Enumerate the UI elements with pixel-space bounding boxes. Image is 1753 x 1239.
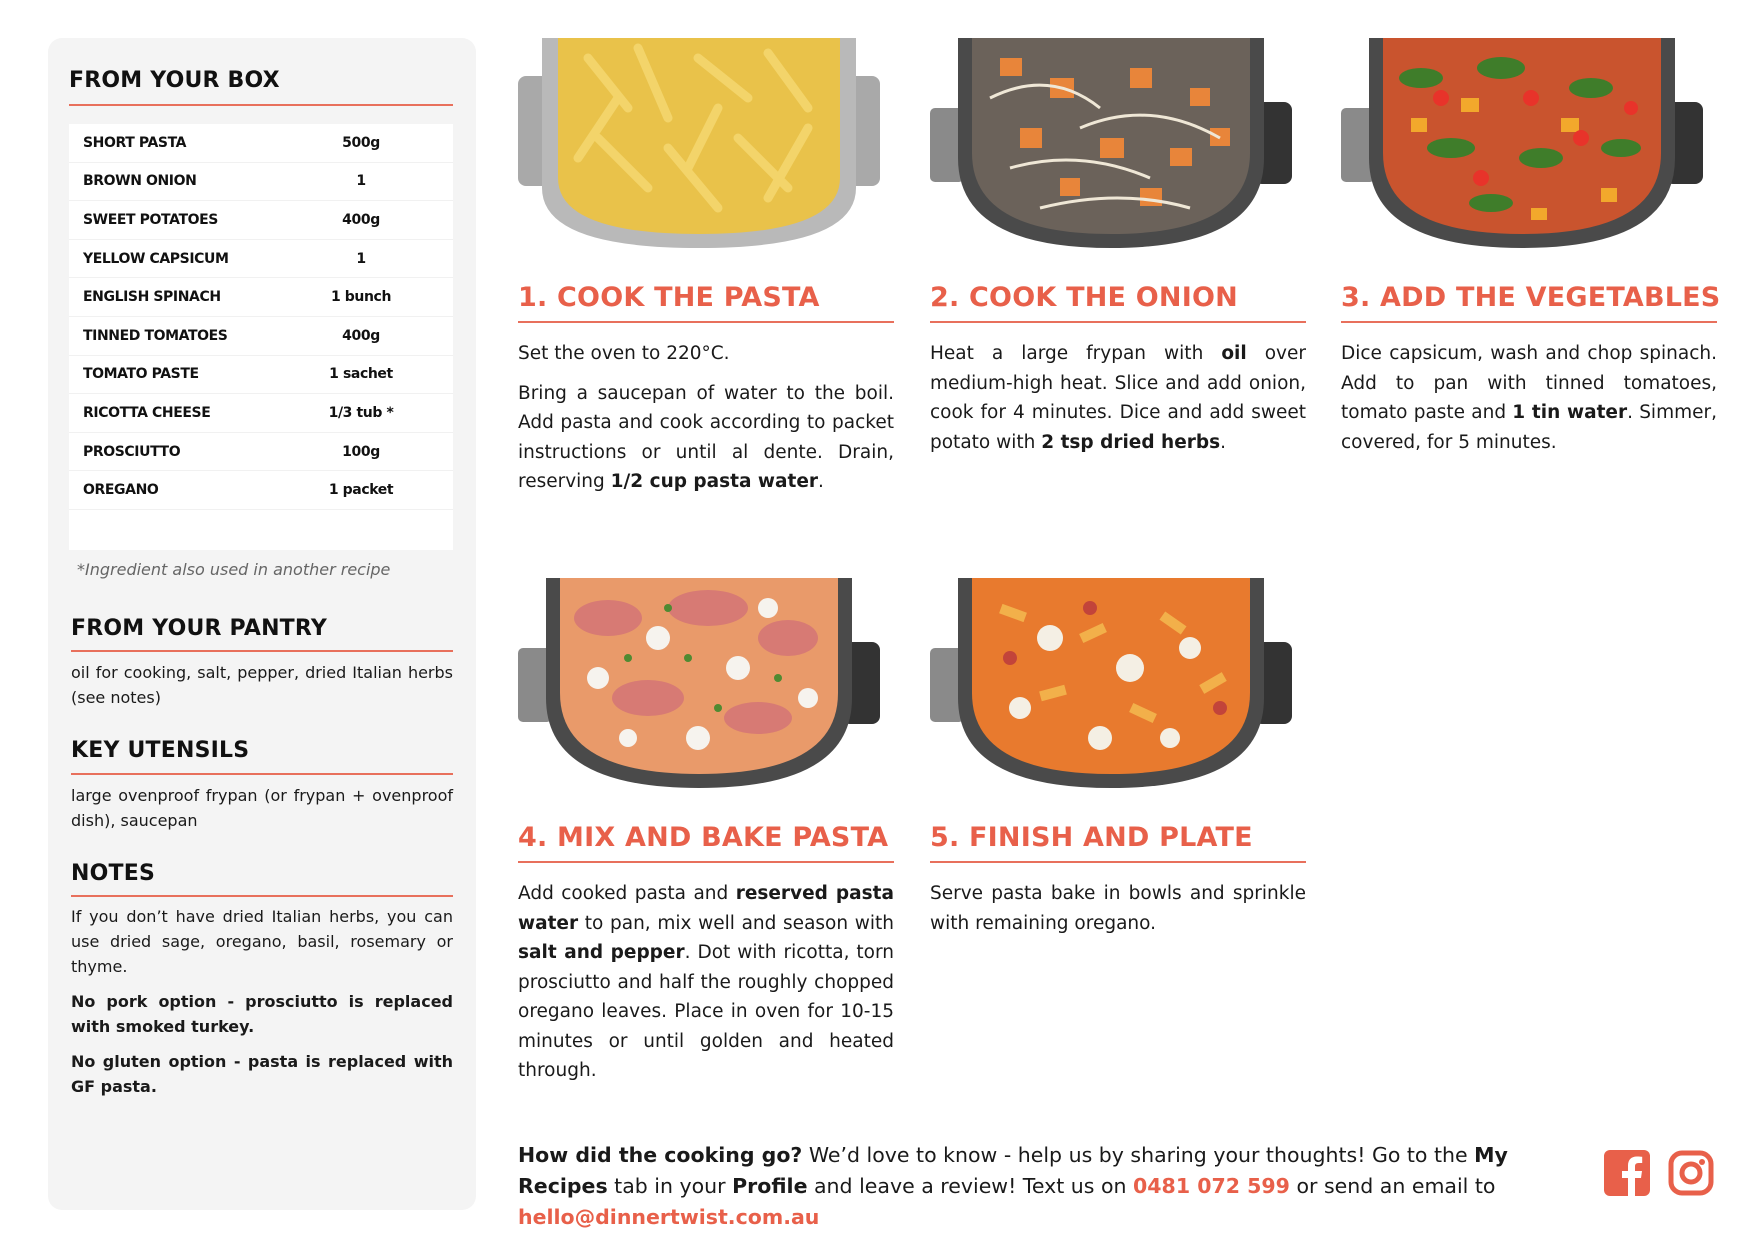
step-1-text-2: Bring a saucepan of water to the boil. Add pasta and cook according to packet instructions or until al dente. Drain, reserving 1/2 cup pasta water. (518, 382, 894, 492)
ingredient-row (69, 201, 453, 240)
ingredient-name: PROSCIUTTO (83, 443, 181, 460)
step-4-body (518, 879, 894, 1086)
ingredient-row (69, 124, 453, 163)
ingredient-name: SHORT PASTA (83, 134, 187, 151)
step-3 (1341, 38, 1721, 457)
ingredient-qty: 1 (356, 250, 366, 267)
divider (518, 861, 894, 863)
divider (930, 321, 1306, 323)
ingredient-row (69, 278, 453, 317)
ingredient-footnote: *Ingredient also used in another recipe (77, 560, 391, 579)
facebook-icon[interactable] (1604, 1150, 1650, 1196)
ingredient-qty: 1 sachet (329, 366, 393, 383)
step-5-body (930, 879, 1306, 938)
divider (69, 104, 453, 106)
feedback-message: How did the cooking go? We’d love to know - help us by sharing your thoughts! Go to the My Recipes tab in your Profile and leave a review! Text us on 0481 072 599 or send an email to hello@dinnertwist.com.au (518, 1143, 1508, 1229)
no-gluten-option: No gluten option - pasta is replaced with GF pasta. (71, 1052, 453, 1096)
step-1-photo (518, 38, 880, 248)
ingredients-table (69, 124, 453, 550)
divider (518, 321, 894, 323)
ingredient-row (69, 471, 453, 510)
ingredient-qty: 1/3 tub * (328, 404, 394, 421)
divider (71, 895, 453, 897)
no-pork-option: No pork option - prosciutto is replaced with smoked turkey. (71, 992, 453, 1036)
ingredient-name: BROWN ONION (83, 173, 197, 190)
step-1-body (518, 339, 894, 497)
step-3-text: Dice capsicum, wash and chop spinach. Add to pan with tinned tomatoes, tomato paste and 1 tin water. Simmer, covered, for 5 minutes. (1341, 343, 1717, 453)
step-5 (930, 578, 1306, 938)
notes-text: If you don’t have dried Italian herbs, you can use dried sage, oregano, basil, rosemary or thyme. (71, 907, 453, 976)
ingredient-name: RICOTTA CHEESE (83, 404, 211, 421)
from-your-box-title: FROM YOUR BOX (69, 68, 280, 93)
divider (930, 861, 1306, 863)
ingredient-row (69, 394, 453, 433)
step-4-title: 4. MIX AND BAKE PASTA (518, 822, 889, 853)
pantry-title: FROM YOUR PANTRY (71, 616, 327, 641)
step-1-title: 1. COOK THE PASTA (518, 282, 820, 313)
ingredient-qty: 1 (356, 173, 366, 190)
ingredient-qty: 400g (342, 327, 380, 344)
step-1 (518, 38, 894, 497)
ingredient-row (69, 317, 453, 356)
step-3-body (1341, 339, 1717, 457)
instagram-icon[interactable] (1668, 1150, 1714, 1196)
ingredient-qty: 100g (342, 443, 380, 460)
email-link[interactable]: hello@dinnertwist.com.au (518, 1205, 820, 1229)
ingredient-qty: 1 packet (328, 482, 394, 499)
ingredient-row (69, 240, 453, 279)
pantry-text: oil for cooking, salt, pepper, dried Italian herbs (see notes) (71, 663, 453, 707)
step-5-title: 5. FINISH AND PLATE (930, 822, 1253, 853)
step-4 (518, 578, 894, 1086)
step-3-photo (1341, 38, 1703, 248)
step-3-title: 3. ADD THE VEGETABLES (1341, 282, 1721, 313)
ingredient-qty: 1 bunch (330, 289, 392, 306)
ingredient-name: YELLOW CAPSICUM (83, 250, 229, 267)
step-2-photo (930, 38, 1292, 248)
step-5-photo (930, 578, 1292, 788)
ingredient-name: TOMATO PASTE (83, 366, 199, 383)
ingredient-name: ENGLISH SPINACH (83, 289, 221, 306)
divider (1341, 321, 1717, 323)
ingredient-qty: 400g (342, 211, 380, 228)
utensils-text: large ovenproof frypan (or frypan + ovenproof dish), saucepan (71, 786, 453, 830)
ingredient-name: SWEET POTATOES (83, 211, 218, 228)
step-4-text: Add cooked pasta and reserved pasta water to pan, mix well and season with salt and pepper. Dot with ricotta, torn prosciutto and half the roughly chopped oregano leaves. Place in oven for 10-15 minutes or until golden and heated through. (518, 883, 895, 1081)
step-2-text: Heat a large frypan with oil over medium-high heat. Slice and add onion, cook for 4 minutes. Dice and add sweet potato with 2 tsp dried herbs. (930, 343, 1306, 453)
step-2-title: 2. COOK THE ONION (930, 282, 1238, 313)
phone-link[interactable]: 0481 072 599 (1133, 1174, 1290, 1198)
notes-title: NOTES (71, 861, 155, 886)
notes-body (71, 904, 453, 1099)
ingredient-row (69, 433, 453, 472)
ingredient-row (69, 163, 453, 202)
step-2 (930, 38, 1306, 457)
ingredients-panel (48, 38, 476, 1210)
divider (71, 650, 453, 652)
utensils-title: KEY UTENSILS (71, 738, 250, 763)
ingredient-qty: 500g (342, 134, 380, 151)
ingredient-name: TINNED TOMATOES (83, 327, 228, 344)
step-1-text: Set the oven to 220°C. (518, 343, 730, 364)
ingredient-row (69, 356, 453, 395)
ingredient-name: OREGANO (83, 482, 159, 499)
step-5-text: Serve pasta bake in bowls and sprinkle with remaining oregano. (930, 883, 1306, 934)
step-2-body (930, 339, 1306, 457)
step-4-photo (518, 578, 880, 788)
divider (71, 773, 453, 775)
